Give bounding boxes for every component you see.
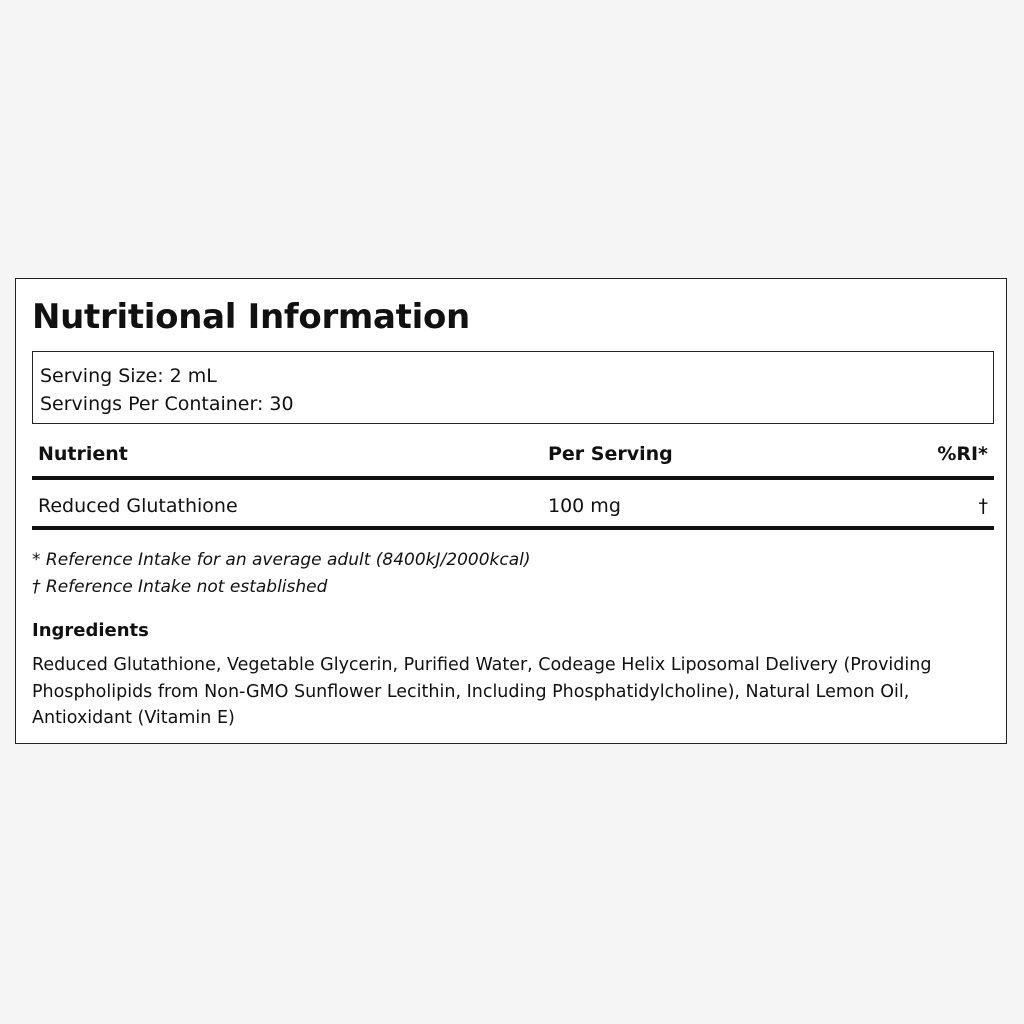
servings-per-container: Servings Per Container: 30 bbox=[40, 393, 294, 415]
page-title: Nutritional Information bbox=[32, 297, 470, 337]
nutrient-table bbox=[32, 439, 994, 530]
table-bottom-divider bbox=[32, 526, 994, 530]
ingredients-text: Reduced Glutathione, Vegetable Glycerin, Purified Water, Codeage Helix Liposomal Delivery (Providing Phospholipids from Non-GMO Sunflower Lecithin, Including Phosphatidylcholine), Natural Lemon Oil, Antioxidant (Vitamin E) bbox=[32, 655, 932, 728]
nutrient-amount: 100 mg bbox=[548, 495, 621, 517]
footnote-not-established: † Reference Intake not established bbox=[32, 577, 328, 597]
nutrient-name: Reduced Glutathione bbox=[38, 495, 238, 517]
ingredients-title: Ingredients bbox=[32, 620, 149, 641]
table-header-row bbox=[32, 439, 994, 476]
table-row bbox=[32, 480, 994, 526]
header-nutrient: Nutrient bbox=[38, 443, 128, 465]
footnotes bbox=[32, 547, 531, 601]
nutrient-ri: † bbox=[978, 495, 988, 517]
header-per-serving: Per Serving bbox=[548, 443, 673, 465]
footnote-reference-intake: * Reference Intake for an average adult (8400kJ/2000kcal) bbox=[32, 550, 531, 570]
serving-info-box bbox=[32, 351, 994, 424]
serving-size: Serving Size: 2 mL bbox=[40, 365, 217, 387]
nutrition-panel bbox=[15, 278, 1007, 744]
header-ri: %RI* bbox=[937, 443, 988, 465]
